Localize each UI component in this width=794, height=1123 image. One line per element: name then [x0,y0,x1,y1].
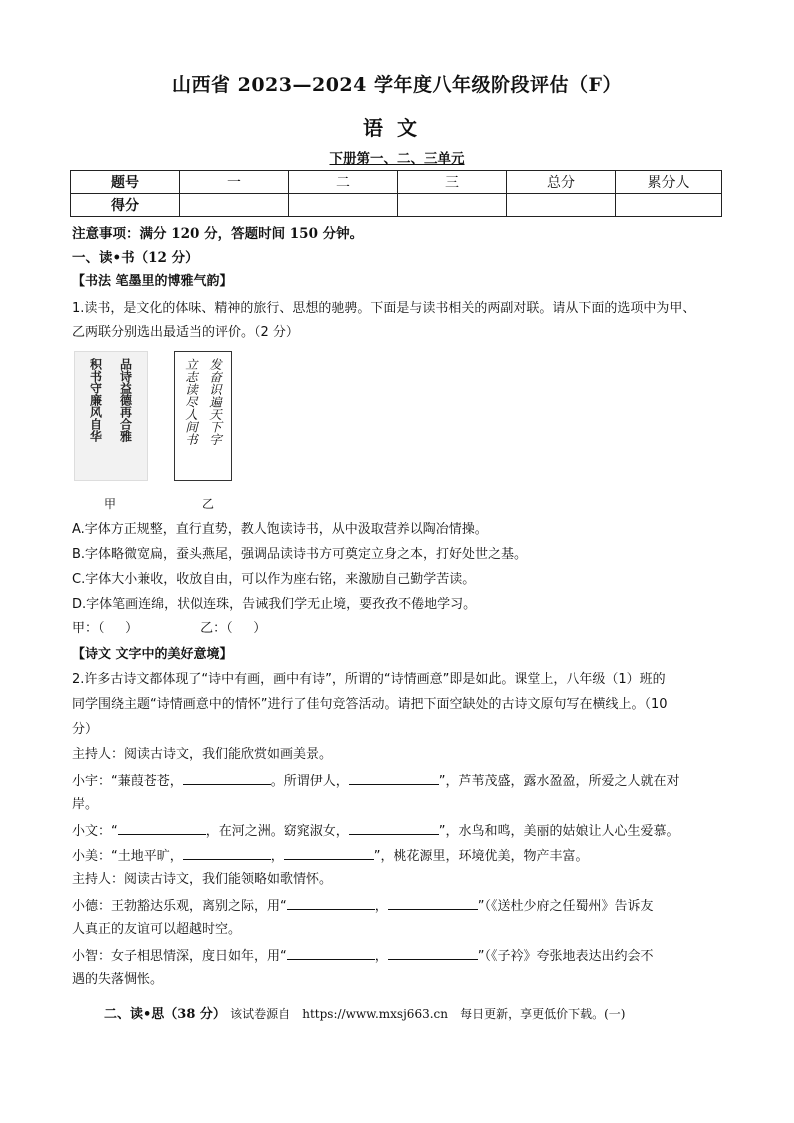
answer-blank[interactable] [287,895,375,910]
q1-text: 乙两联分别选出最适当的评价。（2 分） [72,325,299,340]
score-table-header-row [71,171,722,194]
couplet-b-image [174,351,232,481]
option-c: C.字体大小兼收，收放自由，可以作为座右铭，来激励自己勤学苦读。 [72,572,476,587]
xiaode-line-cont: 人真正的友谊可以超越时空。 [72,922,242,937]
q1-text: 1.读书，是文化的体味、精神的旅行、思想的驰骋。下面是与读书相关的两副对联。请从下面的选项中为甲、 [72,301,696,316]
xiaozhi-line: 小智：女子相思情深，度日如年，用“ ， ”（《子衿》夸张地表达出约会不 [72,945,654,967]
header-cell: 题号 [71,171,180,194]
xiaoyu-line: 小宇：“蒹葭苍苍， 。所谓伊人， ”，芦苇茂盛，露水盈盈，所爱之人就在对 [72,770,680,792]
answer-blank[interactable] [388,945,478,960]
footer-source: 该试卷源自 [230,1007,291,1021]
answer-blank[interactable] [388,895,478,910]
option-a: A.字体方正规整，直行直势，教人饱读诗书，从中汲取营养以陶冶情操。 [72,522,488,537]
xiaoyu-line-cont: 岸。 [72,797,99,812]
xiaomei-line: 小美：“土地平旷， ， ”，桃花源里，环境优美，物产丰富。 [72,845,589,867]
couplet-b-left: 立志读尽人间书 [183,358,199,446]
footer [104,1003,626,1022]
xiaowen-line: 小文：“ ，在河之洲。窈窕淑女， ”，水鸟和鸣，美丽的姑娘让人心生爱慕。 [72,820,680,842]
footer-tail: 每日更新，享更低价下载。(一) [460,1007,626,1021]
host-line: 主持人：阅读古诗文，我们能领略如歌情怀。 [72,872,333,887]
couplet-a-caption: 甲 [104,497,117,511]
score-table-score-row [71,194,722,217]
couplet-b-caption: 乙 [202,497,215,511]
xiaozhi-line-cont: 遇的失落惆怅。 [72,972,164,987]
couplet-a-left: 积书守廉风自华 [88,358,103,442]
answer-blank[interactable] [183,770,271,785]
score-cell [398,194,507,217]
q1-answer-line: 甲：（ ） 乙：（ ） [72,621,267,636]
answer-blank[interactable] [287,945,375,960]
answer-blank[interactable] [183,845,271,860]
couplet-a-image [74,351,148,481]
exam-title: 山西省 2023—2024 学年度八年级阶段评估（F） [172,74,622,96]
footer-link[interactable]: https://www.mxsj663.cn [302,1007,448,1021]
unit-scope: 下册第一、二、三单元 [329,151,465,167]
answer-blank[interactable] [349,820,439,835]
score-cell [616,194,722,217]
answer-blank[interactable] [349,770,439,785]
header-cell: 一 [180,171,289,194]
poetry-subheading: 【诗文 文字中的美好意境】 [72,647,233,662]
calligraphy-subheading: 【书法 笔墨里的博雅气韵】 [72,274,233,289]
subject-title: 语文 [363,116,431,140]
score-cell [507,194,616,217]
score-cell [180,194,289,217]
section2-heading: 二、读•思（38 分） [104,1007,226,1022]
section1-heading: 一、读•书（12 分） [72,250,199,266]
q2-text: 分） [72,722,99,737]
couplet-a-right: 品诗益德再合雅 [118,358,133,442]
score-table [70,170,722,217]
answer-blank[interactable] [284,845,374,860]
header-cell: 三 [398,171,507,194]
row-label: 得分 [71,194,180,217]
option-b: B.字体略微宽扁，蚕头燕尾，强调品读诗书方可奠定立身之本，打好处世之基。 [72,547,528,562]
score-cell [289,194,398,217]
notice: 注意事项：满分 120 分，答题时间 150 分钟。 [72,226,364,242]
q2-text: 同学围绕主题“诗情画意中的情怀”进行了佳句竞答活动。请把下面空缺处的古诗文原句写在横线上。（10 [72,697,668,712]
couplet-b-right: 发奋识遍天下字 [207,358,223,446]
xiaode-line: 小德：王勃豁达乐观，离别之际，用“ ， ”（《送杜少府之任蜀州》告诉友 [72,895,654,917]
header-cell: 累分人 [616,171,722,194]
header-cell: 二 [289,171,398,194]
answer-blank[interactable] [118,820,206,835]
option-d: D.字体笔画连绵，状似连珠，告诫我们学无止境，要孜孜不倦地学习。 [72,597,477,612]
q2-text: 2.许多古诗文都体现了“诗中有画，画中有诗”，所谓的“诗情画意”即是如此。课堂上，八年级（1）班的 [72,672,666,687]
header-cell: 总分 [507,171,616,194]
host-line: 主持人：阅读古诗文，我们能欣赏如画美景。 [72,747,333,762]
